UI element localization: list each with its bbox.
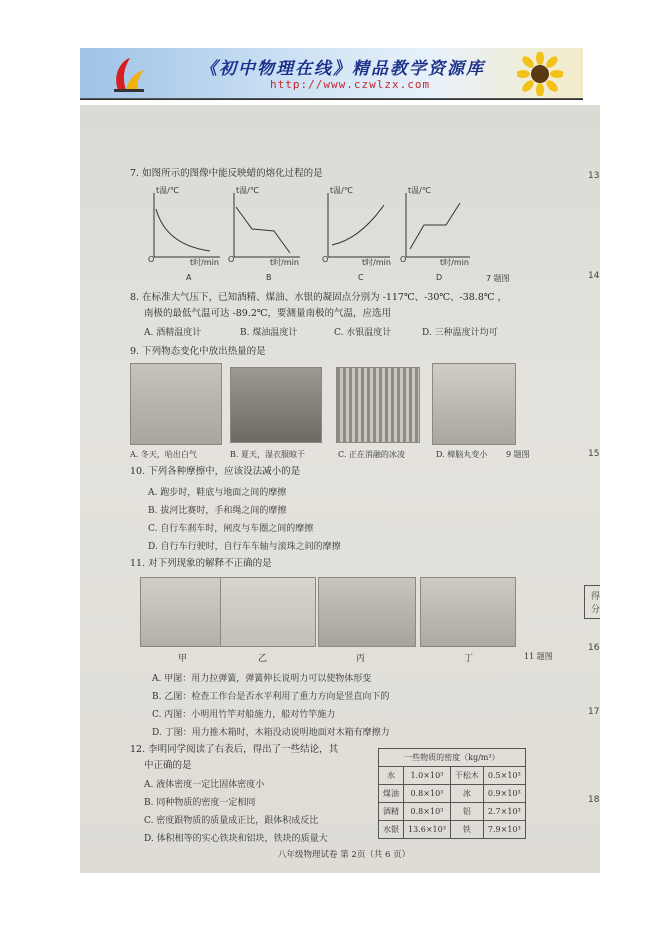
q8-opt-d: D. 三种温度计均可 (422, 328, 498, 338)
table-row (379, 821, 526, 839)
q11-pic-jia (140, 577, 226, 647)
q11-label-ding: 丁 (464, 654, 474, 664)
q9-pic-b (230, 367, 322, 443)
q11-opt-d: D. 丁图：用力推木箱时，木箱没动说明地面对木箱有摩擦力 (152, 728, 390, 738)
q7-a-xlabel: t时/min (190, 258, 219, 267)
density-table (378, 748, 526, 839)
side-number-17: 17 (588, 707, 600, 717)
q7-c-origin: O (322, 255, 329, 264)
q7-d-xlabel: t时/min (440, 258, 469, 267)
q9-caption: 9 题图 (506, 450, 530, 459)
q10-opt-b: B. 拔河比赛时，手和绳之间的摩擦 (148, 506, 287, 516)
exam-page-photo (80, 105, 600, 873)
table-cell: 0.9×10³ (483, 785, 525, 803)
table-cell: 13.6×10³ (404, 821, 451, 839)
table-cell: 铁 (450, 821, 483, 839)
q8-opt-b: B. 煤油温度计 (240, 328, 298, 338)
table-cell: 2.7×10³ (483, 803, 525, 821)
q11-pic-bing (318, 577, 416, 647)
q7-label-a: A (186, 273, 192, 282)
q7-a-origin: O (148, 255, 155, 264)
table-cell: 7.9×10³ (483, 821, 525, 839)
q7-b-ylabel: t温/℃ (236, 186, 259, 195)
banner-title: 《初中物理在线》精品教学资源库 (200, 59, 485, 79)
table-cell: 1.0×10³ (404, 767, 451, 785)
q11-caption: 11 题图 (524, 652, 553, 661)
table-cell: 煤油 (379, 785, 404, 803)
q12-opt-d: D. 体积相等的实心铁块和铝块，铁块的质量大 (144, 834, 328, 844)
q12-opt-c: C. 密度跟物质的质量成正比，跟体积成反比 (144, 816, 319, 826)
q7-b-xlabel: t时/min (270, 258, 299, 267)
q11-label-jia: 甲 (178, 654, 188, 664)
page-footer: 八年级物理试卷 第 2页（共 6 页） (278, 850, 411, 860)
q9-opt-a: A. 冬天，哈出白气 (130, 450, 197, 459)
q7-a-ylabel: t温/℃ (156, 186, 179, 195)
q8-opt-a: A. 酒精温度计 (144, 328, 202, 338)
q8-opt-c: C. 水银温度计 (334, 328, 392, 338)
q9-opt-b: B. 夏天，湿衣服晾干 (230, 450, 305, 459)
q8-line1: 8. 在标准大气压下，已知酒精、煤油、水银的凝固点分别为 -117℃、-30℃、-38.8℃ ， (130, 292, 508, 303)
side-number-16: 16 (588, 643, 600, 653)
table-cell: 水 (379, 767, 404, 785)
q7-c-xlabel: t时/min (362, 258, 391, 267)
table-row (379, 785, 526, 803)
q7-c-ylabel: t温/℃ (330, 186, 353, 195)
q10-opt-a: A. 跑步时，鞋底与地面之间的摩擦 (148, 488, 287, 498)
q11-pic-ding (420, 577, 516, 647)
q9-text: 9. 下列物态变化中放出热量的是 (130, 346, 266, 357)
table-cell: 酒精 (379, 803, 404, 821)
table-cell: 干松木 (450, 767, 483, 785)
q10-opt-d: D. 自行车行驶时，自行车车轴与滚珠之间的摩擦 (148, 542, 341, 552)
q9-opt-d: D. 樟脑丸变小 (436, 450, 488, 459)
q12-line2: 中正确的是 (144, 760, 192, 771)
logo-icon (108, 54, 148, 94)
side-number-14: 14 (588, 271, 600, 281)
q11-pic-yi (220, 577, 316, 647)
q9-opt-c: C. 正在消融的冰凌 (338, 450, 405, 459)
q7-label-c: C (358, 273, 364, 282)
q7-label-b: B (266, 273, 272, 282)
q11-text: 11. 对下列现象的解释不正确的是 (130, 558, 272, 569)
q9-pic-d (432, 363, 516, 445)
q7-b-origin: O (228, 255, 235, 264)
table-row (379, 803, 526, 821)
table-row (379, 767, 526, 785)
q9-pic-c (336, 367, 420, 443)
table-cell: 0.5×10³ (483, 767, 525, 785)
density-table-title: 一些物质的密度（kg/m³） (379, 749, 526, 767)
q7-label-d: D (436, 273, 443, 282)
q12-opt-a: A. 液体密度一定比固体密度小 (144, 780, 265, 790)
side-number-13: 13 (588, 171, 600, 181)
q10-text: 10. 下列各种摩擦中，应该设法减小的是 (130, 466, 301, 477)
side-number-15: 15 (588, 449, 600, 459)
q12-line1: 12. 李明同学阅读了右表后，得出了一些结论，其 (130, 744, 339, 755)
banner-url[interactable]: http://www.czwlzx.com (270, 78, 431, 91)
q7-d-ylabel: t温/℃ (408, 186, 431, 195)
side-score-box: 得分 (584, 585, 600, 619)
q11-opt-c: C. 丙图：小明用竹竿对船施力，船对竹竿施力 (152, 710, 336, 720)
side-number-18: 18 (588, 795, 600, 805)
q12-opt-b: B. 同种物质的密度一定相同 (144, 798, 256, 808)
table-cell: 水银 (379, 821, 404, 839)
q11-label-bing: 丙 (356, 654, 366, 664)
site-banner (80, 48, 583, 99)
q11-opt-b: B. 乙图：检查工作台是否水平利用了重力方向是竖直向下的 (152, 692, 390, 702)
banner-divider (80, 99, 583, 100)
q9-pic-a (130, 363, 222, 445)
q11-label-yi: 乙 (258, 654, 268, 664)
q7-text: 7. 如图所示的图像中能反映蜡的熔化过程的是 (130, 168, 323, 179)
table-cell: 0.8×10³ (404, 803, 451, 821)
q10-opt-c: C. 自行车刹车时，闸皮与车圈之间的摩擦 (148, 524, 314, 534)
q8-line2: 南极的最低气温可达 -89.2℃，要测量南极的气温，应选用 (144, 308, 392, 319)
table-cell: 铝 (450, 803, 483, 821)
q7-caption: 7 题图 (486, 274, 510, 283)
sunflower-icon (517, 52, 563, 96)
table-cell: 0.8×10³ (404, 785, 451, 803)
table-cell: 冰 (450, 785, 483, 803)
q7-d-origin: O (400, 255, 407, 264)
q11-opt-a: A. 甲图：用力拉弹簧，弹簧伸长说明力可以使物体形变 (152, 674, 372, 684)
